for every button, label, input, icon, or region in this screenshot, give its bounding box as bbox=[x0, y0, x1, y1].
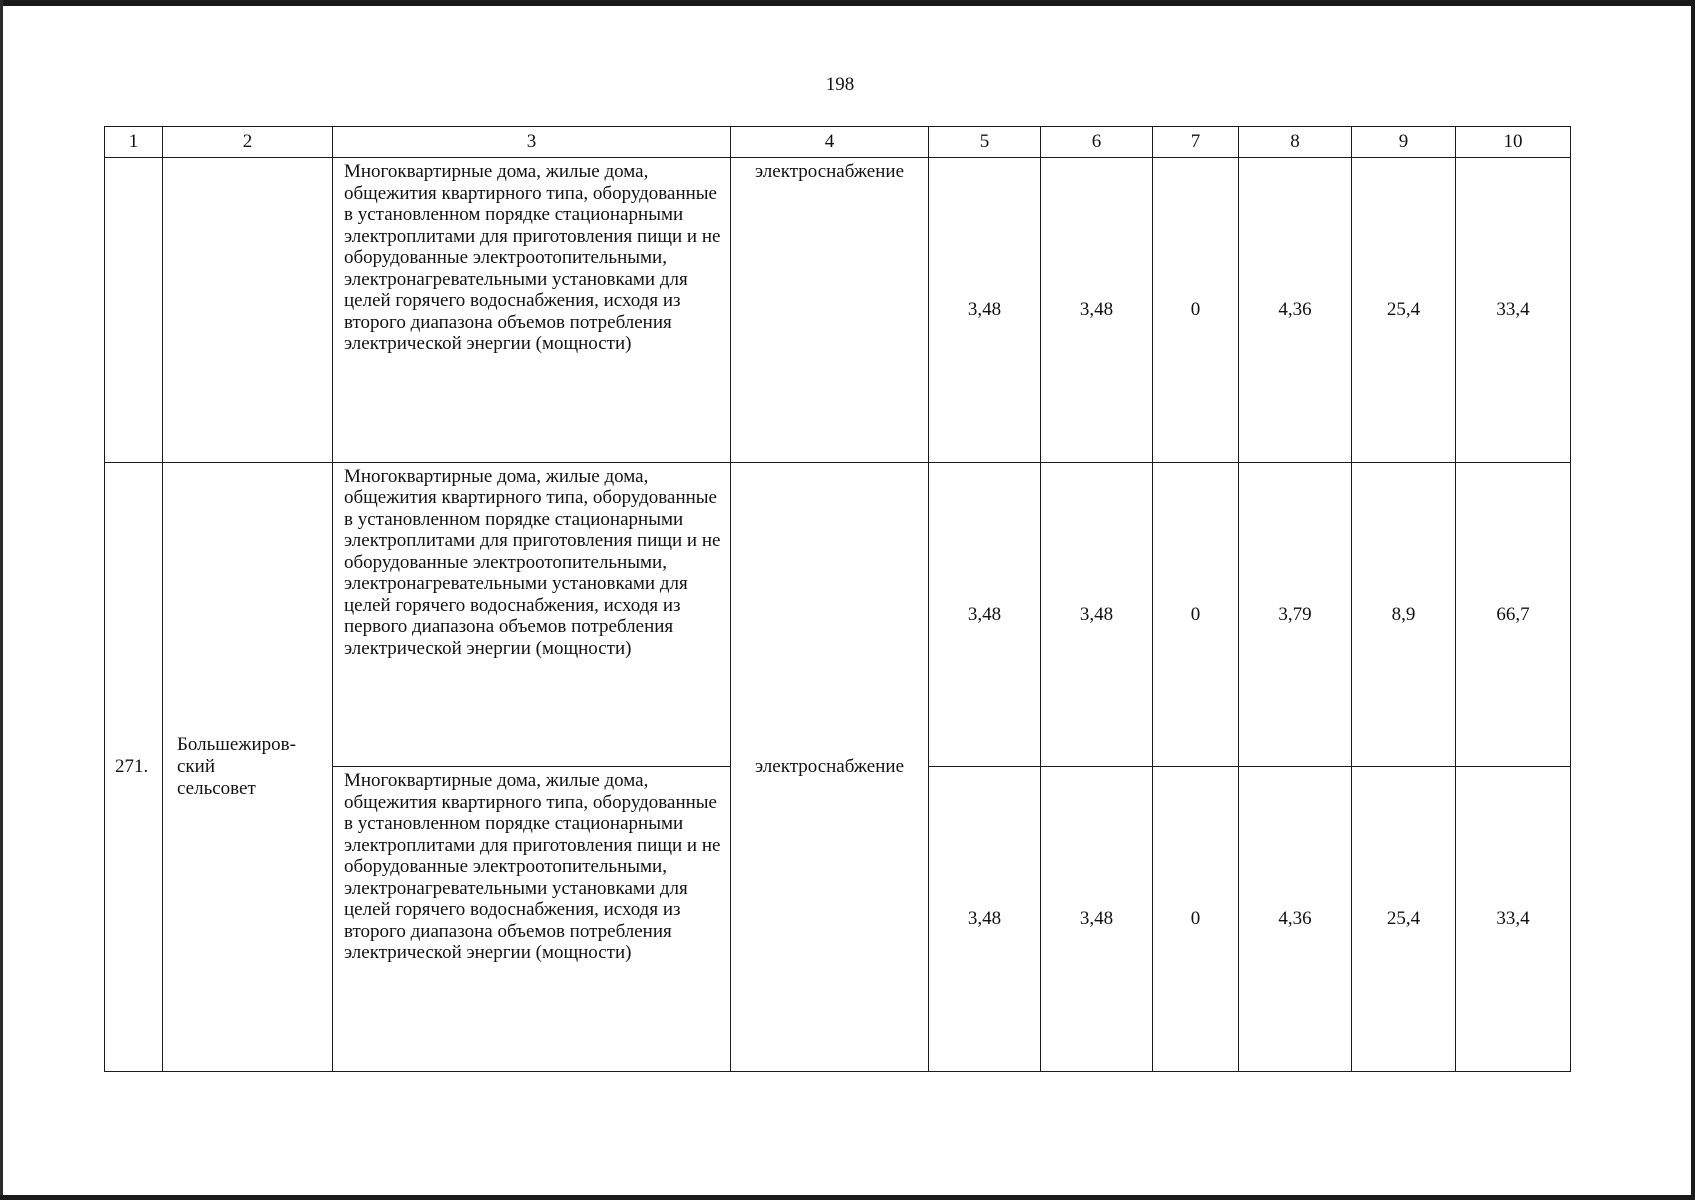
locality-cell bbox=[163, 462, 333, 1071]
scan-border-top bbox=[0, 0, 1695, 6]
consumer-category-description: Многоквартирные дома, жилые дома, общежития квартирного типа, оборудованные в установленном порядке стационарными электроплитами для приготовления пищи и не оборудованные электроотопительными, электронагревательными установками для целей горячего водоснабжения, исходя из первого диапазона объемов потребления электрической энергии (мощности) bbox=[333, 462, 731, 767]
header-cell-8: 8 bbox=[1239, 127, 1352, 158]
value-col-10: 33,4 bbox=[1456, 767, 1571, 1072]
value-col-6: 3,48 bbox=[1041, 158, 1153, 463]
value-col-8: 4,36 bbox=[1239, 158, 1352, 463]
value-col-7: 0 bbox=[1153, 462, 1239, 767]
value-col-7: 0 bbox=[1153, 158, 1239, 463]
value-col-8: 3,79 bbox=[1239, 462, 1352, 767]
value-col-5: 3,48 bbox=[929, 462, 1041, 767]
locality-line: Большежиров- bbox=[177, 733, 296, 755]
table-row bbox=[105, 158, 1571, 463]
utility-service: электроснабжение bbox=[731, 158, 929, 463]
scan-border-left bbox=[0, 0, 3, 1200]
table-row bbox=[105, 462, 1571, 767]
value-col-9: 25,4 bbox=[1352, 767, 1456, 1072]
header-row bbox=[105, 127, 1571, 158]
header-cell-1: 1 bbox=[105, 127, 163, 158]
header-cell-5: 5 bbox=[929, 127, 1041, 158]
locality-cell bbox=[163, 158, 333, 463]
value-col-10: 66,7 bbox=[1456, 462, 1571, 767]
consumer-category-description: Многоквартирные дома, жилые дома, общежития квартирного типа, оборудованные в установленном порядке стационарными электроплитами для приготовления пищи и не оборудованные электроотопительными, электронагревательными установками для целей горячего водоснабжения, исходя из второго диапазона объемов потребления электрической энергии (мощности) bbox=[333, 158, 731, 463]
row-number-cell: 271. bbox=[105, 462, 163, 1071]
value-col-6: 3,48 bbox=[1041, 462, 1153, 767]
value-col-9: 25,4 bbox=[1352, 158, 1456, 463]
header-cell-9: 9 bbox=[1352, 127, 1456, 158]
header-cell-4: 4 bbox=[731, 127, 929, 158]
value-col-5: 3,48 bbox=[929, 158, 1041, 463]
header-cell-6: 6 bbox=[1041, 127, 1153, 158]
row-number-cell bbox=[105, 158, 163, 463]
consumer-category-description: Многоквартирные дома, жилые дома, общежития квартирного типа, оборудованные в установленном порядке стационарными электроплитами для приготовления пищи и не оборудованные электроотопительными, электронагревательными установками для целей горячего водоснабжения, исходя из второго диапазона объемов потребления электрической энергии (мощности) bbox=[333, 767, 731, 1072]
value-col-6: 3,48 bbox=[1041, 767, 1153, 1072]
value-col-10: 33,4 bbox=[1456, 158, 1571, 463]
header-cell-2: 2 bbox=[163, 127, 333, 158]
scan-border-bottom bbox=[0, 1195, 1695, 1200]
utility-service: электроснабжение bbox=[731, 462, 929, 1071]
value-col-8: 4,36 bbox=[1239, 767, 1352, 1072]
scan-border-right bbox=[1691, 0, 1695, 1200]
value-col-5: 3,48 bbox=[929, 767, 1041, 1072]
header-cell-3: 3 bbox=[333, 127, 731, 158]
page-number: 198 bbox=[825, 74, 855, 95]
locality-line: сельсовет bbox=[177, 777, 256, 799]
value-col-7: 0 bbox=[1153, 767, 1239, 1072]
header-cell-7: 7 bbox=[1153, 127, 1239, 158]
tariff-table bbox=[104, 126, 1571, 1072]
header-cell-10: 10 bbox=[1456, 127, 1571, 158]
value-col-9: 8,9 bbox=[1352, 462, 1456, 767]
locality-line: ский bbox=[177, 755, 215, 777]
